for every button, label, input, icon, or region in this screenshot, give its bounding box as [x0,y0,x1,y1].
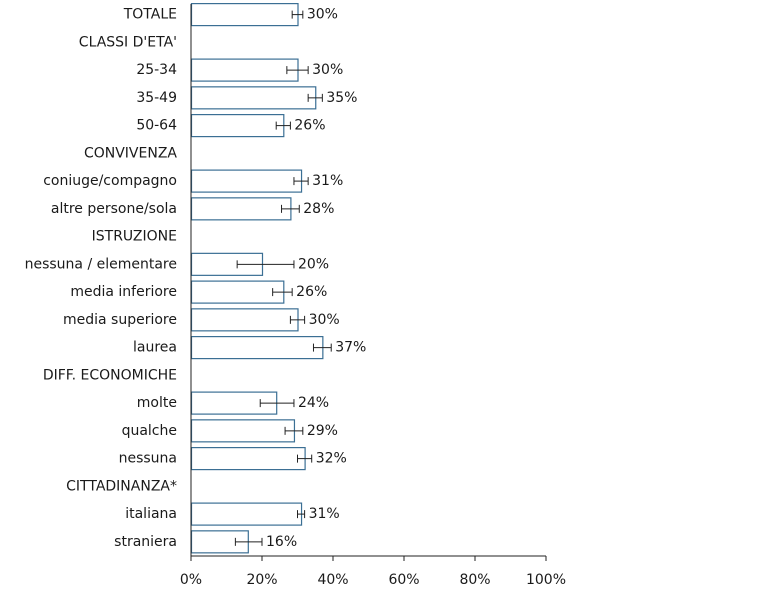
category-label: coniuge/compagno [43,173,177,190]
group-label: ISTRUZIONE [91,228,177,245]
value-label: 30% [306,6,338,23]
bar [192,115,284,137]
category-label: molte [136,395,177,412]
category-label: 50-64 [136,117,177,134]
category-label: nessuna [118,450,177,467]
group-label: CLASSI D'ETA' [78,34,177,51]
value-label: 32% [315,450,347,467]
bar [192,87,316,109]
category-label: 35-49 [136,89,177,106]
bar [192,448,306,470]
group-label: CITTADINANZA* [66,478,177,495]
category-label: media superiore [63,311,177,328]
bar [192,503,302,525]
group-label: CONVIVENZA [83,145,177,162]
value-label: 37% [335,339,367,356]
bar [192,198,291,220]
category-label: 25-34 [136,62,177,79]
group-label: DIFF. ECONOMICHE [42,367,177,384]
value-label: 20% [297,256,330,273]
bar [192,420,295,442]
bars-layer [25,4,367,553]
bar [192,281,284,303]
x-tick-label: 60% [388,572,420,588]
bar [192,337,323,359]
value-label: 31% [312,173,344,190]
x-tick-label: 80% [459,572,491,588]
bar [192,170,302,192]
x-tick-label: 40% [317,572,349,588]
value-label: 30% [308,311,340,328]
category-label: straniera [114,533,177,550]
value-label: 24% [297,395,330,412]
value-label: 26% [294,117,326,134]
x-tick-label: 100% [525,572,567,588]
category-label: italiana [125,506,177,523]
category-label: media inferiore [70,284,177,301]
category-label: altre persone/sola [50,200,177,217]
x-tick-label: 0% [179,572,203,588]
x-tick-label: 20% [246,572,278,588]
bar [192,309,299,331]
value-label: 35% [326,89,358,106]
category-label: TOTALE [123,6,177,23]
bar [192,59,299,81]
value-label: 29% [306,422,338,439]
value-label: 16% [266,533,298,550]
category-label: qualche [121,422,177,439]
value-label: 26% [296,284,328,301]
bar [192,4,299,26]
value-label: 30% [312,62,344,79]
category-label: nessuna / elementare [24,256,177,273]
value-label: 31% [308,506,340,523]
value-label: 28% [303,200,335,217]
category-label: laurea [133,339,177,356]
